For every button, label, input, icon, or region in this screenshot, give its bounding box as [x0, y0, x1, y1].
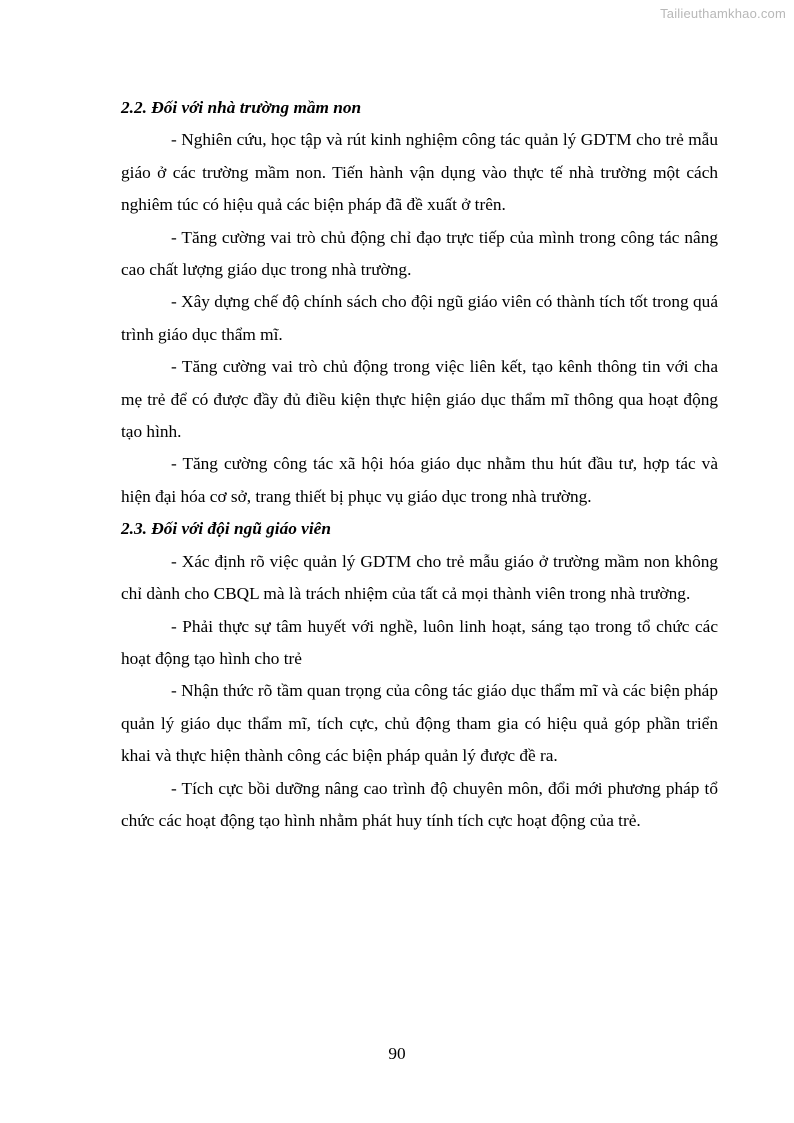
section-heading-teachers: 2.3. Đối với đội ngũ giáo viên: [121, 519, 331, 539]
watermark: Tailieuthamkhao.com: [660, 6, 786, 21]
paragraph: - Tăng cường vai trò chủ động chỉ đạo trực tiếp của mình trong công tác nâng cao chất lượng giáo dục trong nhà trường.: [121, 227, 718, 280]
page-body: [121, 92, 718, 837]
paragraph: - Tăng cường vai trò chủ động trong việc liên kết, tạo kênh thông tin với cha mẹ trẻ để có được đầy đủ điều kiện thực hiện giáo dục thẩm mĩ thông qua hoạt động tạo hình.: [121, 357, 718, 442]
paragraph: - Tích cực bồi dưỡng nâng cao trình độ chuyên môn, đổi mới phương pháp tổ chức các hoạt động tạo hình nhằm phát huy tính tích cực hoạt động của trẻ.: [121, 778, 718, 830]
paragraph: - Xây dựng chế độ chính sách cho đội ngũ giáo viên có thành tích tốt trong quá trình giáo dục thẩm mĩ.: [121, 292, 718, 344]
paragraph: - Phải thực sự tâm huyết với nghề, luôn linh hoạt, sáng tạo trong tổ chức các hoạt động tạo hình cho trẻ: [121, 616, 718, 668]
paragraph: - Nghiên cứu, học tập và rút kinh nghiệm công tác quản lý GDTM cho trẻ mẫu giáo ở các trường mầm non. Tiến hành vận dụng vào thực tế nhà trường một cách nghiêm túc có hiệu quả các biện pháp đã đề xuất ở trên.: [121, 130, 718, 215]
paragraph: - Tăng cường công tác xã hội hóa giáo dục nhằm thu hút đầu tư, hợp tác và hiện đại hóa cơ sở, trang thiết bị phục vụ giáo dục trong nhà trường.: [121, 454, 718, 506]
section-heading-schools: 2.2. Đối với nhà trường mầm non: [121, 98, 362, 117]
paragraph: - Xác định rõ việc quản lý GDTM cho trẻ mẫu giáo ở trường mầm non không chỉ dành cho CBQL mà là trách nhiệm của tất cả mọi thành viên trong nhà trường.: [121, 551, 718, 604]
paragraph: - Nhận thức rõ tầm quan trọng của công tác giáo dục thẩm mĩ và các biện pháp quản lý giáo dục thẩm mĩ, tích cực, chủ động tham gia có hiệu quả góp phần triển khai và thực hiện thành công các biện pháp quản lý được đề ra.: [121, 681, 718, 766]
page-number: 90: [388, 1044, 406, 1063]
